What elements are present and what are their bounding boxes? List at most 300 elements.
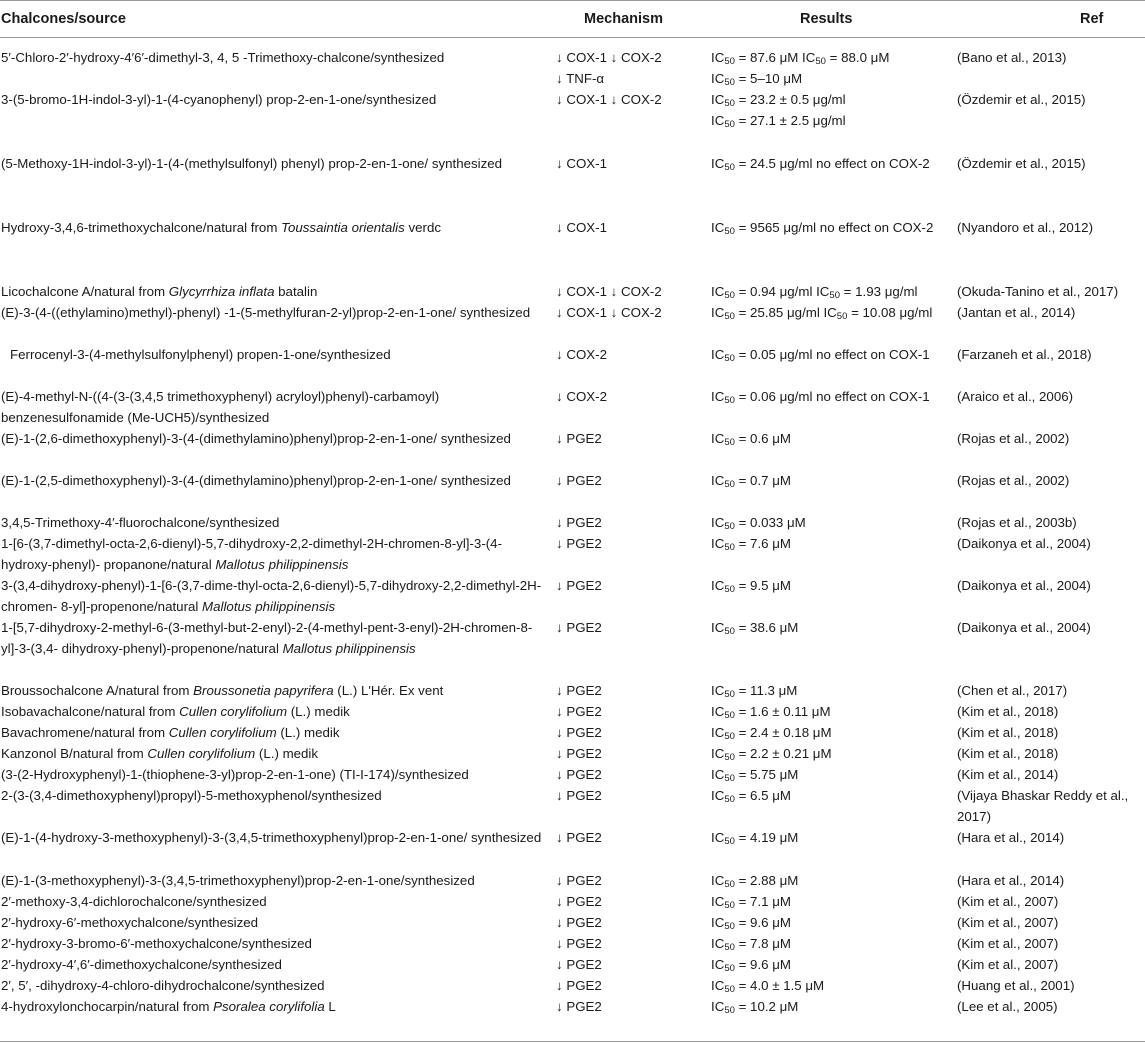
cell-chalcone bbox=[0, 722, 556, 743]
cell-chalcone bbox=[0, 954, 556, 975]
text-run: IC bbox=[711, 347, 725, 362]
text-run: IC bbox=[711, 999, 725, 1014]
result-line bbox=[711, 533, 953, 554]
text-run: = 0.6 μM bbox=[734, 431, 791, 446]
text-run: IC bbox=[711, 830, 725, 845]
table-row bbox=[0, 933, 1145, 954]
mechanism-line: ↓ TNF-α bbox=[556, 71, 605, 86]
cell-ref: (Özdemir et al., 2015) bbox=[957, 156, 1086, 171]
text-run: 2-(3-(3,4-dimethoxyphenyl)propyl)-5-methoxyphenol/synthesized bbox=[1, 788, 382, 803]
cell-ref: (Huang et al., 2001) bbox=[957, 978, 1075, 993]
result-line bbox=[711, 302, 953, 323]
cell-ref: (Özdemir et al., 2015) bbox=[957, 92, 1086, 107]
cell-results bbox=[711, 575, 957, 617]
text-run: 4-hydroxylonchocarpin/natural from bbox=[1, 999, 214, 1014]
text-run: L bbox=[324, 999, 336, 1014]
text-run: Bavachromene/natural from bbox=[1, 725, 169, 740]
text-run: 2′-methoxy-3,4-dichlorochalcone/synthesized bbox=[1, 894, 267, 909]
mechanism-line: ↓ COX-1 ↓ COX-2 bbox=[556, 305, 662, 320]
species-name: Cullen corylifolium bbox=[168, 725, 277, 740]
cell-ref: (Kim et al., 2007) bbox=[957, 894, 1059, 909]
cell-chalcone bbox=[0, 617, 556, 680]
cell-mechanism bbox=[556, 428, 711, 470]
subscript: 50 bbox=[724, 626, 735, 637]
subscript: 50 bbox=[724, 162, 735, 173]
text-run: IC bbox=[711, 473, 725, 488]
cell-results bbox=[711, 954, 957, 975]
cell-mechanism bbox=[556, 870, 711, 891]
result-line bbox=[711, 785, 953, 806]
text-run: (E)-1-(2,5-dimethoxyphenyl)-3-(4-(dimethylamino)phenyl)prop-2-en-1-one/ synthesized bbox=[1, 473, 511, 488]
text-run: IC bbox=[711, 957, 725, 972]
text-run: = 0.7 μM bbox=[734, 473, 791, 488]
result-line bbox=[711, 912, 953, 933]
text-run: (5-Methoxy-1H-indol-3-yl)-1-(4-(methylsulfonyl) phenyl) prop-2-en-1-one/ synthesized bbox=[1, 156, 503, 171]
text-run: = 4.0 ± 1.5 μM bbox=[734, 978, 825, 993]
text-run: (L.) medik bbox=[287, 704, 350, 719]
text-run: Broussochalcone A/natural from bbox=[1, 683, 194, 698]
text-run: = 7.1 μM bbox=[734, 894, 791, 909]
text-run: = 88.0 μM bbox=[825, 50, 890, 65]
cell-mechanism bbox=[556, 617, 711, 680]
text-run: = 1.6 ± 0.11 μM bbox=[734, 704, 831, 719]
result-line bbox=[711, 153, 953, 174]
cell-chalcone bbox=[0, 891, 556, 912]
species-name: Mallotus philippinensis bbox=[215, 557, 349, 572]
text-run: IC bbox=[711, 683, 725, 698]
subscript: 50 bbox=[724, 437, 735, 448]
cell-ref: (Chen et al., 2017) bbox=[957, 683, 1068, 698]
text-run: Kanzonol B/natural from bbox=[1, 746, 148, 761]
subscript: 50 bbox=[724, 290, 735, 301]
text-run: Hydroxy-3,4,6-trimethoxychalcone/natural from bbox=[1, 220, 282, 235]
cell-results bbox=[711, 722, 957, 743]
subscript: 50 bbox=[724, 226, 735, 237]
mechanism-line: ↓ PGE2 bbox=[556, 725, 602, 740]
text-run: = 0.05 μg/ml no effect on COX-1 bbox=[734, 347, 930, 362]
text-run: Ferrocenyl-3-(4-methylsulfonylphenyl) propen-1-one/synthesized bbox=[10, 347, 391, 362]
result-line bbox=[711, 428, 953, 449]
text-run: IC bbox=[711, 788, 725, 803]
header-chalcones: Chalcones/source bbox=[1, 11, 126, 27]
subscript: 50 bbox=[724, 1005, 735, 1016]
subscript: 50 bbox=[829, 290, 840, 301]
text-run: 2′-hydroxy-6′-methoxychalcone/synthesized bbox=[1, 915, 259, 930]
text-run: = 10.2 μM bbox=[734, 999, 799, 1014]
text-run: (L.) L'Hér. Ex vent bbox=[333, 683, 444, 698]
mechanism-line: ↓ PGE2 bbox=[556, 957, 602, 972]
cell-mechanism bbox=[556, 217, 711, 281]
table-row bbox=[0, 827, 1145, 870]
mechanism-line: ↓ PGE2 bbox=[556, 746, 602, 761]
subscript: 50 bbox=[724, 77, 735, 88]
cell-mechanism bbox=[556, 153, 711, 217]
species-name: Cullen corylifolium bbox=[147, 746, 256, 761]
result-line bbox=[711, 281, 953, 302]
subscript: 50 bbox=[724, 353, 735, 364]
cell-ref: (Farzaneh et al., 2018) bbox=[957, 347, 1092, 362]
cell-mechanism bbox=[556, 975, 711, 996]
cell-mechanism bbox=[556, 701, 711, 722]
mechanism-line: ↓ PGE2 bbox=[556, 704, 602, 719]
species-name: Cullen corylifolium bbox=[179, 704, 288, 719]
table-row bbox=[0, 533, 1145, 575]
result-line bbox=[711, 701, 953, 722]
text-run: = 2.4 ± 0.18 μM bbox=[734, 725, 832, 740]
cell-chalcone bbox=[0, 933, 556, 954]
cell-mechanism bbox=[556, 891, 711, 912]
cell-results bbox=[711, 217, 957, 281]
text-run: IC bbox=[711, 915, 725, 930]
cell-ref: (Kim et al., 2018) bbox=[957, 704, 1059, 719]
text-run: (E)-1-(3-methoxyphenyl)-3-(3,4,5-trimethoxyphenyl)prop-2-en-1-one/synthesized bbox=[1, 873, 475, 888]
cell-chalcone bbox=[0, 302, 556, 344]
mechanism-line: ↓ PGE2 bbox=[556, 788, 602, 803]
text-run: = 0.94 μg/ml IC bbox=[734, 284, 830, 299]
cell-chalcone bbox=[0, 764, 556, 785]
text-run: = 9.6 μM bbox=[734, 957, 791, 972]
cell-ref: (Kim et al., 2007) bbox=[957, 957, 1059, 972]
cell-chalcone bbox=[0, 470, 556, 512]
mechanism-line: ↓ PGE2 bbox=[556, 578, 602, 593]
text-run: = 38.6 μM bbox=[734, 620, 799, 635]
text-run: IC bbox=[711, 873, 725, 888]
mechanism-line: ↓ COX-2 bbox=[556, 347, 607, 362]
text-run: IC bbox=[711, 746, 725, 761]
result-line bbox=[711, 680, 953, 701]
result-line bbox=[711, 764, 953, 785]
subscript: 50 bbox=[724, 689, 735, 700]
text-run: IC bbox=[711, 894, 725, 909]
text-run: IC bbox=[711, 305, 725, 320]
result-line bbox=[711, 47, 953, 68]
cell-mechanism bbox=[556, 827, 711, 870]
cell-ref: (Araico et al., 2006) bbox=[957, 389, 1074, 404]
table-row bbox=[0, 89, 1145, 153]
text-run: IC bbox=[711, 536, 725, 551]
cell-chalcone bbox=[0, 217, 556, 281]
text-run: 1-[6-(3,7-dimethyl-octa-2,6-dienyl)-5,7-dihydroxy-2,2-dimethyl-2H-chromen-8-yl]-3-(4-hydroxy-phenyl)- propanone/natural bbox=[1, 536, 503, 572]
species-name: Glycyrrhiza inflata bbox=[168, 284, 275, 299]
result-line bbox=[711, 722, 953, 743]
table-row bbox=[0, 512, 1145, 533]
subscript: 50 bbox=[724, 731, 735, 742]
text-run: (E)-1-(4-hydroxy-3-methoxyphenyl)-3-(3,4,5-trimethoxyphenyl)prop-2-en-1-one/ synthesized bbox=[1, 830, 542, 845]
text-run: = 23.2 ± 0.5 μg/ml bbox=[734, 92, 846, 107]
cell-mechanism bbox=[556, 933, 711, 954]
text-run: (E)-4-methyl-N-((4-(3-(3,4,5 trimethoxyphenyl) acryloyl)phenyl)-carbamoyl) benzenesulfonamide (Me-UCH5)/synthesized bbox=[1, 389, 440, 425]
result-line bbox=[711, 68, 953, 89]
mechanism-line: ↓ COX-2 bbox=[556, 389, 607, 404]
text-run: verdc bbox=[404, 220, 441, 235]
text-run: IC bbox=[711, 389, 725, 404]
subscript: 50 bbox=[724, 98, 735, 109]
subscript: 50 bbox=[724, 542, 735, 553]
table-body bbox=[0, 47, 1145, 1017]
cell-mechanism bbox=[556, 386, 711, 428]
cell-results bbox=[711, 302, 957, 344]
result-line bbox=[711, 110, 953, 131]
cell-results bbox=[711, 344, 957, 386]
subscript: 50 bbox=[724, 836, 735, 847]
cell-chalcone bbox=[0, 281, 556, 302]
text-run: = 25.85 μg/ml IC bbox=[734, 305, 837, 320]
species-name: Mallotus philippinensis bbox=[202, 599, 336, 614]
table-row bbox=[0, 344, 1145, 386]
header-results: Results bbox=[800, 11, 853, 27]
table-row bbox=[0, 722, 1145, 743]
mechanism-line: ↓ PGE2 bbox=[556, 936, 602, 951]
text-run: = 87.6 μM IC bbox=[734, 50, 816, 65]
text-run: IC bbox=[711, 92, 725, 107]
result-line bbox=[711, 870, 953, 891]
cell-results bbox=[711, 933, 957, 954]
text-run: = 10.08 μg/ml bbox=[847, 305, 933, 320]
result-line bbox=[711, 470, 953, 491]
cell-chalcone bbox=[0, 428, 556, 470]
mechanism-line: ↓ PGE2 bbox=[556, 473, 602, 488]
table-row bbox=[0, 891, 1145, 912]
mechanism-line: ↓ PGE2 bbox=[556, 830, 602, 845]
text-run: 2′, 5′, -dihydroxy-4-chloro-dihydrochalcone/synthesized bbox=[1, 978, 325, 993]
cell-results bbox=[711, 912, 957, 933]
subscript: 50 bbox=[724, 984, 735, 995]
subscript: 50 bbox=[815, 56, 826, 67]
text-run: (L.) medik bbox=[255, 746, 319, 761]
cell-results bbox=[711, 153, 957, 217]
subscript: 50 bbox=[724, 521, 735, 532]
text-run: 3,4,5-Trimethoxy-4′-fluorochalcone/synthesized bbox=[1, 515, 280, 530]
cell-results bbox=[711, 47, 957, 89]
mechanism-line: ↓ PGE2 bbox=[556, 999, 602, 1014]
cell-chalcone bbox=[0, 701, 556, 722]
cell-results bbox=[711, 386, 957, 428]
result-line bbox=[711, 386, 953, 407]
cell-mechanism bbox=[556, 743, 711, 764]
subscript: 50 bbox=[724, 921, 735, 932]
text-run: IC bbox=[711, 71, 725, 86]
cell-ref: (Kim et al., 2018) bbox=[957, 725, 1059, 740]
result-line bbox=[711, 617, 953, 638]
table-row bbox=[0, 975, 1145, 996]
cell-mechanism bbox=[556, 575, 711, 617]
table-row bbox=[0, 912, 1145, 933]
text-run: 2′-hydroxy-4′,6′-dimethoxychalcone/synthesized bbox=[1, 957, 282, 972]
text-run: IC bbox=[711, 578, 725, 593]
cell-ref: (Kim et al., 2014) bbox=[957, 767, 1059, 782]
table-row bbox=[0, 470, 1145, 512]
cell-ref: (Kim et al., 2007) bbox=[957, 936, 1059, 951]
cell-mechanism bbox=[556, 470, 711, 512]
header-ref: Ref bbox=[1080, 11, 1104, 27]
text-run: 5′-Chloro-2′-hydroxy-4′6′-dimethyl-3, 4, 5 -Trimethoxy-chalcone/synthesized bbox=[1, 50, 445, 65]
cell-ref: (Vijaya Bhaskar Reddy et al., 2017) bbox=[957, 788, 1129, 824]
text-run: IC bbox=[711, 978, 725, 993]
cell-mechanism bbox=[556, 764, 711, 785]
text-run: = 1.93 μg/ml bbox=[839, 284, 918, 299]
cell-results bbox=[711, 870, 957, 891]
cell-mechanism bbox=[556, 722, 711, 743]
cell-results bbox=[711, 533, 957, 575]
cell-results bbox=[711, 827, 957, 870]
cell-chalcone bbox=[0, 575, 556, 617]
text-run: (E)-3-(4-((ethylamino)methyl)-phenyl) -1-(5-methylfuran-2-yl)prop-2-en-1-one/ synthesized bbox=[1, 305, 531, 320]
table-row bbox=[0, 785, 1145, 827]
header-rule bbox=[0, 37, 1145, 38]
cell-chalcone bbox=[0, 827, 556, 870]
text-run: Licochalcone A/natural from bbox=[1, 284, 169, 299]
text-run: = 5–10 μM bbox=[734, 71, 803, 86]
cell-results bbox=[711, 470, 957, 512]
cell-chalcone bbox=[0, 996, 556, 1017]
cell-chalcone bbox=[0, 785, 556, 827]
cell-results bbox=[711, 680, 957, 701]
text-run: = 6.5 μM bbox=[734, 788, 791, 803]
cell-chalcone bbox=[0, 680, 556, 701]
text-run: (3-(2-Hydroxyphenyl)-1-(thiophene-3-yl)prop-2-en-1-one) (TI-I-174)/synthesized bbox=[1, 767, 469, 782]
cell-results bbox=[711, 975, 957, 996]
cell-chalcone bbox=[0, 870, 556, 891]
result-line bbox=[711, 996, 953, 1017]
text-run: IC bbox=[711, 767, 725, 782]
mechanism-line: ↓ PGE2 bbox=[556, 536, 602, 551]
cell-mechanism bbox=[556, 912, 711, 933]
subscript: 50 bbox=[724, 311, 735, 322]
result-line bbox=[711, 975, 953, 996]
cell-chalcone bbox=[0, 512, 556, 533]
cell-chalcone bbox=[0, 47, 556, 89]
result-line bbox=[711, 575, 953, 596]
cell-mechanism bbox=[556, 954, 711, 975]
cell-chalcone bbox=[0, 344, 556, 386]
species-name: Mallotus philippinensis bbox=[282, 641, 416, 656]
mechanism-line: ↓ PGE2 bbox=[556, 431, 602, 446]
cell-mechanism bbox=[556, 512, 711, 533]
cell-ref: (Hara et al., 2014) bbox=[957, 873, 1065, 888]
result-line bbox=[711, 954, 953, 975]
cell-results bbox=[711, 701, 957, 722]
cell-chalcone bbox=[0, 912, 556, 933]
table-row bbox=[0, 680, 1145, 701]
text-run: IC bbox=[711, 431, 725, 446]
cell-chalcone bbox=[0, 89, 556, 153]
cell-mechanism bbox=[556, 785, 711, 827]
text-run: IC bbox=[711, 50, 725, 65]
species-name: Psoralea corylifolia bbox=[213, 999, 325, 1014]
table-row bbox=[0, 996, 1145, 1017]
result-line bbox=[711, 743, 953, 764]
text-run: batalin bbox=[274, 284, 318, 299]
table-row bbox=[0, 701, 1145, 722]
text-run: = 9565 μg/ml no effect on COX-2 bbox=[734, 220, 934, 235]
mechanism-line: ↓ COX-1 ↓ COX-2 bbox=[556, 284, 662, 299]
table-row bbox=[0, 302, 1145, 344]
table-row bbox=[0, 428, 1145, 470]
text-run: = 7.8 μM bbox=[734, 936, 791, 951]
cell-results bbox=[711, 764, 957, 785]
cell-ref: (Daikonya et al., 2004) bbox=[957, 536, 1091, 551]
text-run: = 27.1 ± 2.5 μg/ml bbox=[734, 113, 846, 128]
cell-chalcone bbox=[0, 975, 556, 996]
subscript: 50 bbox=[724, 584, 735, 595]
table-row bbox=[0, 386, 1145, 428]
cell-chalcone bbox=[0, 153, 556, 217]
cell-results bbox=[711, 428, 957, 470]
cell-ref: (Bano et al., 2013) bbox=[957, 50, 1067, 65]
text-run: = 4.19 μM bbox=[734, 830, 799, 845]
table-row bbox=[0, 281, 1145, 302]
cell-ref: (Hara et al., 2014) bbox=[957, 830, 1065, 845]
cell-ref: (Kim et al., 2007) bbox=[957, 915, 1059, 930]
subscript: 50 bbox=[724, 963, 735, 974]
subscript: 50 bbox=[836, 311, 848, 322]
subscript: 50 bbox=[724, 773, 735, 784]
cell-results bbox=[711, 743, 957, 764]
cell-results bbox=[711, 996, 957, 1017]
text-run: = 9.6 μM bbox=[734, 915, 791, 930]
text-run: = 2.2 ± 0.21 μM bbox=[734, 746, 832, 761]
table-row bbox=[0, 870, 1145, 891]
table-row bbox=[0, 617, 1145, 680]
cell-mechanism bbox=[556, 680, 711, 701]
text-run: = 11.3 μM bbox=[734, 683, 798, 698]
subscript: 50 bbox=[724, 395, 735, 406]
text-run: 1-[5,7-dihydroxy-2-methyl-6-(3-methyl-but-2-enyl)-2-(4-methyl-pent-3-enyl)-2H-chromen-8-yl]-3-(3,4- dihydroxy-phenyl)-propenone/natural bbox=[1, 620, 533, 656]
cell-results bbox=[711, 89, 957, 153]
result-line bbox=[711, 344, 953, 365]
text-run: = 5.75 μM bbox=[734, 767, 799, 782]
text-run: = 0.033 μM bbox=[734, 515, 806, 530]
result-line bbox=[711, 89, 953, 110]
species-name: Broussonetia papyrifera bbox=[193, 683, 334, 698]
mechanism-line: ↓ PGE2 bbox=[556, 767, 602, 782]
cell-ref: (Lee et al., 2005) bbox=[957, 999, 1058, 1014]
subscript: 50 bbox=[724, 56, 735, 67]
mechanism-line: ↓ PGE2 bbox=[556, 873, 602, 888]
cell-ref: (Daikonya et al., 2004) bbox=[957, 620, 1091, 635]
subscript: 50 bbox=[724, 794, 735, 805]
cell-mechanism bbox=[556, 533, 711, 575]
cell-ref: (Nyandoro et al., 2012) bbox=[957, 220, 1094, 235]
cell-chalcone bbox=[0, 743, 556, 764]
cell-chalcone bbox=[0, 533, 556, 575]
text-run: 3-(5-bromo-1H-indol-3-yl)-1-(4-cyanophenyl) prop-2-en-1-one/synthesized bbox=[1, 92, 437, 107]
cell-results bbox=[711, 617, 957, 680]
text-run: Isobavachalcone/natural from bbox=[1, 704, 180, 719]
cell-ref: (Rojas et al., 2003b) bbox=[957, 515, 1077, 530]
text-run: IC bbox=[711, 725, 725, 740]
text-run: = 2.88 μM bbox=[734, 873, 799, 888]
text-run: (L.) medik bbox=[276, 725, 340, 740]
result-line bbox=[711, 933, 953, 954]
table-row bbox=[0, 153, 1145, 217]
text-run: IC bbox=[711, 515, 725, 530]
mechanism-line: ↓ PGE2 bbox=[556, 978, 602, 993]
result-line bbox=[711, 512, 953, 533]
mechanism-line: ↓ PGE2 bbox=[556, 894, 602, 909]
cell-results bbox=[711, 512, 957, 533]
mechanism-line: ↓ COX-1 bbox=[556, 156, 607, 171]
cell-mechanism bbox=[556, 302, 711, 344]
text-run: IC bbox=[711, 113, 725, 128]
text-run: IC bbox=[711, 156, 725, 171]
text-run: IC bbox=[711, 620, 725, 635]
subscript: 50 bbox=[724, 942, 735, 953]
cell-ref: (Kim et al., 2018) bbox=[957, 746, 1059, 761]
text-run: IC bbox=[711, 936, 725, 951]
subscript: 50 bbox=[724, 752, 735, 763]
text-run: IC bbox=[711, 704, 725, 719]
